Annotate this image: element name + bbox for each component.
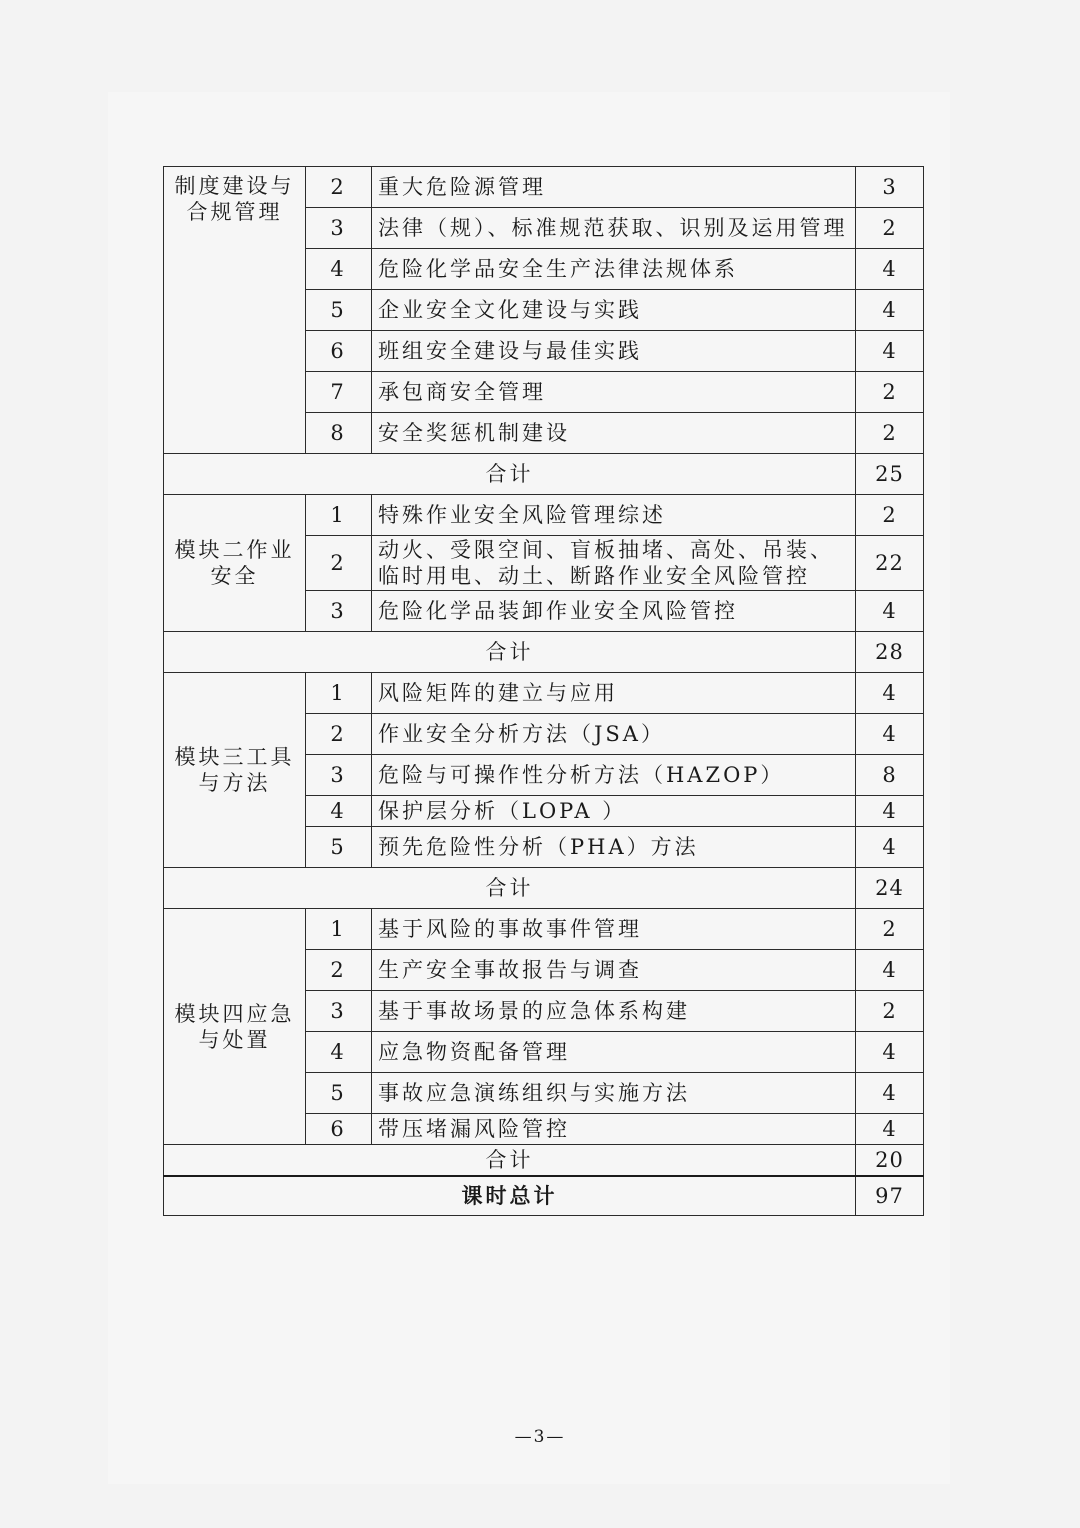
item-number: 5	[306, 290, 372, 331]
item-topic: 带压堵漏风险管控	[372, 1114, 856, 1145]
item-number: 4	[306, 249, 372, 290]
item-number: 8	[306, 413, 372, 454]
item-number: 2	[306, 167, 372, 208]
item-number: 6	[306, 1114, 372, 1145]
item-number: 3	[306, 991, 372, 1032]
item-hours: 4	[856, 331, 924, 372]
item-number: 6	[306, 331, 372, 372]
item-number: 7	[306, 372, 372, 413]
grand-total-row	[164, 1176, 924, 1216]
subtotal-label: 合计	[164, 632, 856, 673]
item-topic: 重大危险源管理	[372, 167, 856, 208]
item-hours: 2	[856, 495, 924, 536]
item-topic: 事故应急演练组织与实施方法	[372, 1073, 856, 1114]
item-number: 2	[306, 714, 372, 755]
item-number: 1	[306, 673, 372, 714]
item-topic: 企业安全文化建设与实践	[372, 290, 856, 331]
item-number: 5	[306, 1073, 372, 1114]
subtotal-row	[164, 454, 924, 495]
item-number: 3	[306, 208, 372, 249]
item-number: 3	[306, 755, 372, 796]
item-topic: 作业安全分析方法（JSA）	[372, 714, 856, 755]
module-name: 制度建设与合规管理	[164, 167, 306, 454]
page-number: —3—	[514, 1427, 566, 1447]
item-hours: 4	[856, 673, 924, 714]
curriculum-table	[163, 166, 924, 1216]
subtotal-hours: 24	[856, 868, 924, 909]
item-topic: 应急物资配备管理	[372, 1032, 856, 1073]
item-topic: 承包商安全管理	[372, 372, 856, 413]
subtotal-label: 合计	[164, 1145, 856, 1177]
item-topic: 保护层分析（LOPA ）	[372, 796, 856, 827]
item-topic: 风险矩阵的建立与应用	[372, 673, 856, 714]
subtotal-hours: 20	[856, 1145, 924, 1177]
subtotal-row	[164, 1145, 924, 1177]
table-row	[164, 167, 924, 208]
item-hours: 2	[856, 991, 924, 1032]
item-topic: 预先危险性分析（PHA）方法	[372, 827, 856, 868]
item-hours: 4	[856, 1114, 924, 1145]
item-hours: 4	[856, 591, 924, 632]
table-row	[164, 673, 924, 714]
item-topic: 基于事故场景的应急体系构建	[372, 991, 856, 1032]
item-topic: 危险化学品安全生产法律法规体系	[372, 249, 856, 290]
subtotal-label: 合计	[164, 868, 856, 909]
subtotal-hours: 25	[856, 454, 924, 495]
grand-total-hours: 97	[856, 1176, 924, 1216]
item-topic: 特殊作业安全风险管理综述	[372, 495, 856, 536]
subtotal-label: 合计	[164, 454, 856, 495]
item-topic: 基于风险的事故事件管理	[372, 909, 856, 950]
item-topic: 危险化学品装卸作业安全风险管控	[372, 591, 856, 632]
item-hours: 4	[856, 290, 924, 331]
item-hours: 8	[856, 755, 924, 796]
item-topic: 动火、受限空间、盲板抽堵、高处、吊装、临时用电、动土、断路作业安全风险管控	[372, 536, 856, 591]
item-hours: 3	[856, 167, 924, 208]
item-hours: 4	[856, 827, 924, 868]
item-hours: 22	[856, 536, 924, 591]
table-row	[164, 909, 924, 950]
item-hours: 4	[856, 1032, 924, 1073]
subtotal-row	[164, 632, 924, 673]
item-hours: 2	[856, 413, 924, 454]
item-number: 4	[306, 796, 372, 827]
item-hours: 4	[856, 249, 924, 290]
module-name: 模块四应急与处置	[164, 909, 306, 1145]
table-row	[164, 495, 924, 536]
item-number: 4	[306, 1032, 372, 1073]
item-topic: 班组安全建设与最佳实践	[372, 331, 856, 372]
subtotal-row	[164, 868, 924, 909]
item-hours: 4	[856, 1073, 924, 1114]
item-hours: 4	[856, 796, 924, 827]
subtotal-hours: 28	[856, 632, 924, 673]
item-number: 5	[306, 827, 372, 868]
item-topic: 危险与可操作性分析方法（HAZOP）	[372, 755, 856, 796]
module-name: 模块三工具与方法	[164, 673, 306, 868]
item-topic: 法律（规）、标准规范获取、识别及运用管理	[372, 208, 856, 249]
item-number: 2	[306, 950, 372, 991]
item-number: 1	[306, 495, 372, 536]
item-hours: 2	[856, 372, 924, 413]
item-number: 3	[306, 591, 372, 632]
item-topic: 生产安全事故报告与调查	[372, 950, 856, 991]
module-name: 模块二作业安全	[164, 495, 306, 632]
grand-total-label: 课时总计	[164, 1176, 856, 1216]
item-number: 2	[306, 536, 372, 591]
item-hours: 2	[856, 909, 924, 950]
item-topic: 安全奖惩机制建设	[372, 413, 856, 454]
item-hours: 4	[856, 950, 924, 991]
item-hours: 2	[856, 208, 924, 249]
item-number: 1	[306, 909, 372, 950]
item-hours: 4	[856, 714, 924, 755]
